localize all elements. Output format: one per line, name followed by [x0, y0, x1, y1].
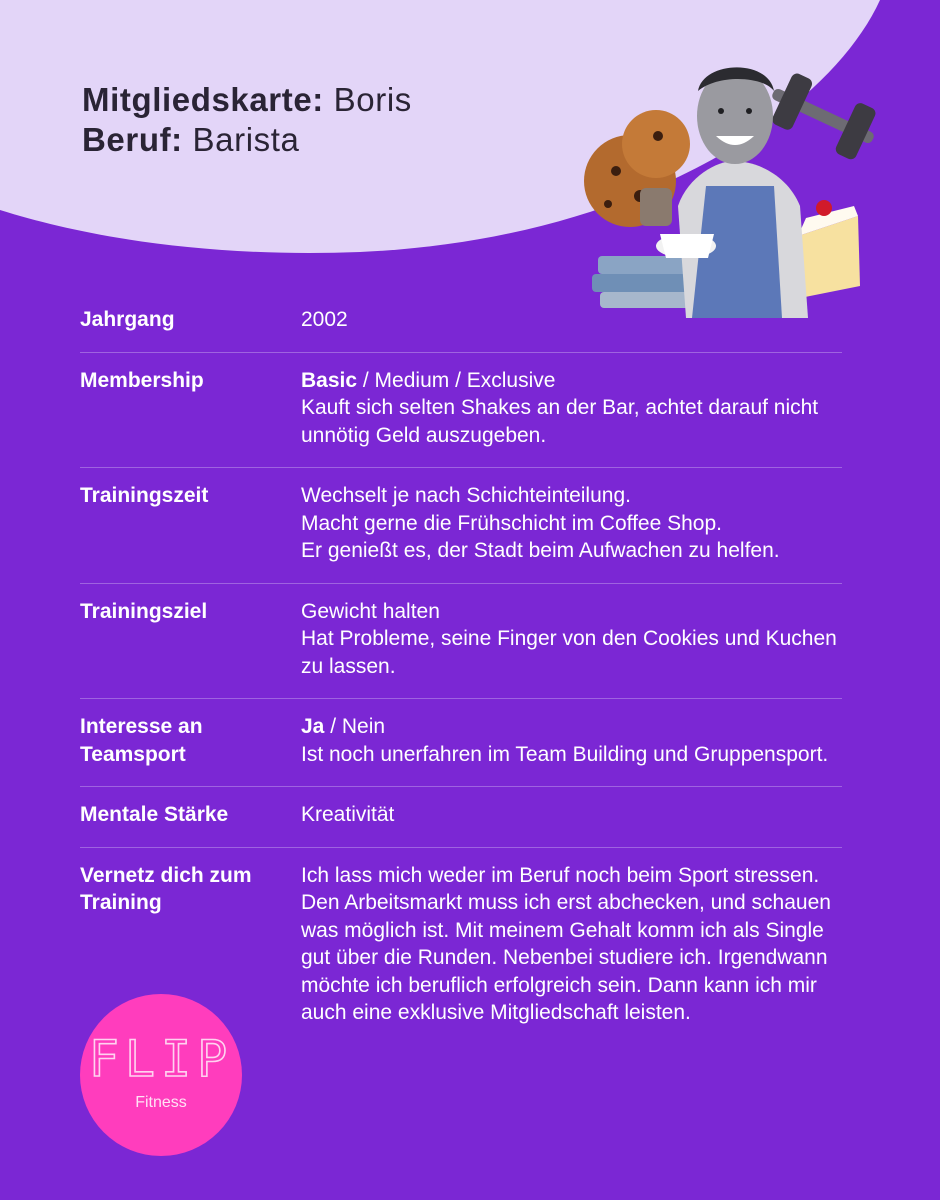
- value-line: 2002: [301, 308, 348, 331]
- job-line: [82, 120, 412, 160]
- row-trainingszeit: [80, 468, 842, 584]
- row-label: Membership: [80, 368, 204, 392]
- card-label: Mitgliedskarte:: [82, 81, 324, 118]
- row-trainingsziel: [80, 584, 842, 700]
- logo-wordmark: FLIP: [88, 1030, 234, 1088]
- other-options: / Nein: [324, 715, 386, 738]
- value-line: Gewicht halten: [301, 599, 440, 623]
- row-teamsport: [80, 699, 842, 787]
- value-line: Macht gerne die Frühschicht im Coffee Shop.: [301, 511, 722, 535]
- row-membership: [80, 353, 842, 469]
- row-label: Trainingszeit: [80, 484, 209, 507]
- value-line: Kauft sich selten Shakes an der Bar, achtet darauf nicht unnötig Geld auszugeben.: [301, 396, 819, 447]
- row-value: [301, 482, 842, 565]
- value-line: Er genießt es, der Stadt beim Aufwachen zu helfen.: [301, 539, 780, 562]
- value-line: Hat Probleme, seine Finger von den Cookies und Kuchen zu lassen.: [301, 627, 837, 678]
- value-line: Wechselt je nach Schichteinteilung.: [301, 484, 631, 507]
- row-jahrgang: [80, 292, 842, 353]
- selected-option: Ja: [301, 715, 325, 738]
- flip-fitness-logo: [80, 994, 242, 1156]
- profile-details-table: [80, 292, 842, 1045]
- teamsport-options: [301, 713, 842, 741]
- row-mentale-staerke: [80, 787, 842, 848]
- value-line: Ist noch unerfahren im Team Building und Gruppensport.: [301, 742, 829, 766]
- profile-header: [82, 80, 412, 160]
- row-label: Mentale Stärke: [80, 803, 229, 826]
- logo-subtitle: Fitness: [135, 1094, 187, 1111]
- row-value: [301, 306, 842, 334]
- dumbbell-icon: [761, 67, 884, 164]
- cake-icon: [798, 200, 860, 298]
- row-label: Vernetz dich zum Training: [80, 863, 252, 914]
- row-value: [301, 862, 842, 1027]
- row-value: [301, 801, 842, 829]
- job-label: Beruf:: [82, 121, 183, 158]
- card-title-line: [82, 80, 412, 120]
- selected-option: Basic: [301, 368, 358, 392]
- value-paragraph: Ich lass mich weder im Beruf noch beim Sport stressen. Den Arbeitsmarkt muss ich erst abchecken, und schauen was möglich ist. Mit meinem Gehalt komm ich als Single gut über die Runden. Nebenbei studiere ich. Irgendwann möchte ich beruflich erfolgreich sein. Dann kann ich mir auch eine exklusive Mitgliedschaft leisten.: [301, 863, 831, 1024]
- barista-collage-image: [568, 36, 898, 326]
- job-value: Barista: [192, 121, 300, 158]
- card-name: Boris: [333, 81, 412, 118]
- row-value: [301, 598, 842, 681]
- row-label: Interesse an Teamsport: [80, 715, 203, 766]
- row-value: [301, 367, 842, 450]
- row-label: Jahrgang: [80, 308, 175, 331]
- row-label: Trainingsziel: [80, 599, 208, 623]
- membership-options: [301, 367, 842, 395]
- other-options: / Medium / Exclusive: [357, 368, 556, 392]
- value-line: Kreativität: [301, 803, 395, 826]
- row-value: [301, 713, 842, 768]
